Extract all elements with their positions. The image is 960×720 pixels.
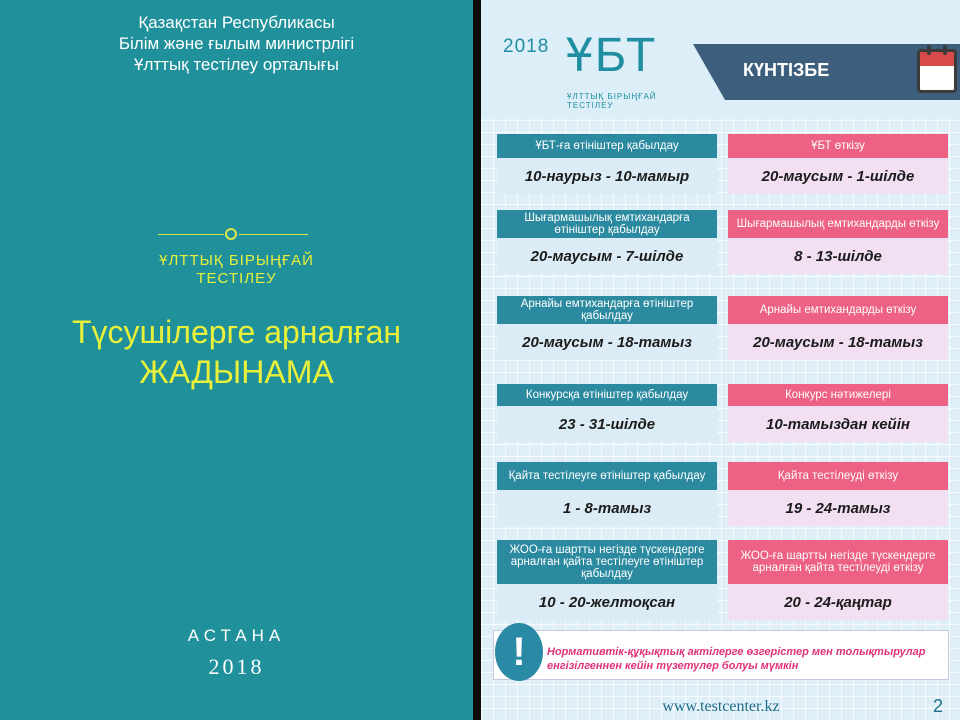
header-line: Қазақстан Республикасы bbox=[138, 13, 335, 32]
ministry-header bbox=[0, 12, 473, 75]
schedule-cell-date: 20-маусым - 18-тамыз bbox=[497, 324, 717, 360]
schedule-cell-heading: Арнайы емтихандарды өткізу bbox=[728, 296, 948, 324]
ubt-title-line: ҰЛТТЫҚ БІРЫҢҒАЙ bbox=[159, 252, 314, 269]
schedule-cell-date: 8 - 13-шілде bbox=[728, 238, 948, 274]
calendar-page bbox=[481, 0, 960, 720]
schedule-cell-date: 1 - 8-тамыз bbox=[497, 490, 717, 526]
header-line: Білім және ғылым министрлігі bbox=[118, 34, 355, 53]
schedule-cell-heading: Қайта тестілеуді өткізу bbox=[728, 462, 948, 490]
schedule-cell-heading: ҰБТ-ға өтініштер қабылдау bbox=[497, 134, 717, 158]
exclamation-icon: ! bbox=[495, 623, 543, 681]
ubt-logo: ҰБТ bbox=[566, 29, 658, 82]
cover-page bbox=[0, 0, 473, 720]
ornament-ring-icon bbox=[225, 228, 237, 240]
page-number: 2 bbox=[933, 696, 944, 716]
schedule-cell-date: 23 - 31-шілде bbox=[497, 406, 717, 442]
schedule-cell-date: 20-маусым - 7-шілде bbox=[497, 238, 717, 274]
memo-title bbox=[0, 312, 473, 392]
ubt-logo-subtitle-line: ҰЛТТЫҚ БІРЫҢҒАЙ bbox=[567, 92, 657, 101]
page-divider bbox=[473, 0, 481, 720]
schedule-cell-heading: ЖОО-ға шартты негізде түскендерге арналған қайта тестілеуге өтініштер қабылдау bbox=[497, 540, 717, 584]
schedule-cell-date: 20-маусым - 18-тамыз bbox=[728, 324, 948, 360]
memo-title-line: ЖАДЫНАМА bbox=[139, 354, 334, 390]
schedule-cell-heading: Конкурс нәтижелері bbox=[728, 384, 948, 406]
schedule-cell-heading: ҰБТ өткізу bbox=[728, 134, 948, 158]
ornament-divider bbox=[158, 226, 308, 242]
ubt-title bbox=[0, 252, 473, 288]
note-text: Нормативтік-құқықтық актілерге өзгерістер мен толықтырулар енгізілгеннен кейін түзетулер болуы мүмкін bbox=[547, 646, 926, 672]
schedule-cell-heading: Шығармашылық емтихандарды өткізу bbox=[728, 210, 948, 238]
calendar-icon bbox=[917, 49, 957, 93]
schedule-cell-date: 19 - 24-тамыз bbox=[728, 490, 948, 526]
ubt-logo-subtitle-line: ТЕСТІЛЕУ bbox=[567, 101, 614, 110]
schedule-cell-date: 10 - 20-желтоқсан bbox=[497, 584, 717, 620]
schedule-cell-date: 10-тамыздан кейін bbox=[728, 406, 948, 442]
schedule-cell-heading: Конкурсқа өтініштер қабылдау bbox=[497, 384, 717, 406]
website-link[interactable]: www.testcenter.kz bbox=[662, 698, 780, 715]
city-label: АСТАНА bbox=[187, 626, 286, 645]
schedule-cell-heading: Қайта тестілеуге өтініштер қабылдау bbox=[497, 462, 717, 490]
schedule-cell-heading: ЖОО-ға шартты негізде түскендерге арналған қайта тестілеуді өткізу bbox=[728, 540, 948, 584]
cover-year: 2018 bbox=[208, 654, 265, 679]
schedule-cell-heading: Шығармашылық емтихандарға өтініштер қабылдау bbox=[497, 210, 717, 238]
schedule-cell-date: 20-маусым - 1-шілде bbox=[728, 158, 948, 194]
ubt-title-line: ТЕСТІЛЕУ bbox=[196, 270, 277, 287]
schedule-cell-date: 10-наурыз - 10-мамыр bbox=[497, 158, 717, 194]
memo-title-line: Түсушілерге арналған bbox=[71, 314, 402, 350]
ubt-logo-subtitle bbox=[567, 92, 657, 110]
calendar-year: 2018 bbox=[503, 36, 550, 57]
header-line: Ұлттық тестілеу орталығы bbox=[134, 55, 339, 74]
schedule-cell-date: 20 - 24-қаңтар bbox=[728, 584, 948, 620]
schedule-cell-heading: Арнайы емтихандарға өтініштер қабылдау bbox=[497, 296, 717, 324]
calendar-banner-label: КҮНТІЗБЕ bbox=[743, 60, 830, 80]
